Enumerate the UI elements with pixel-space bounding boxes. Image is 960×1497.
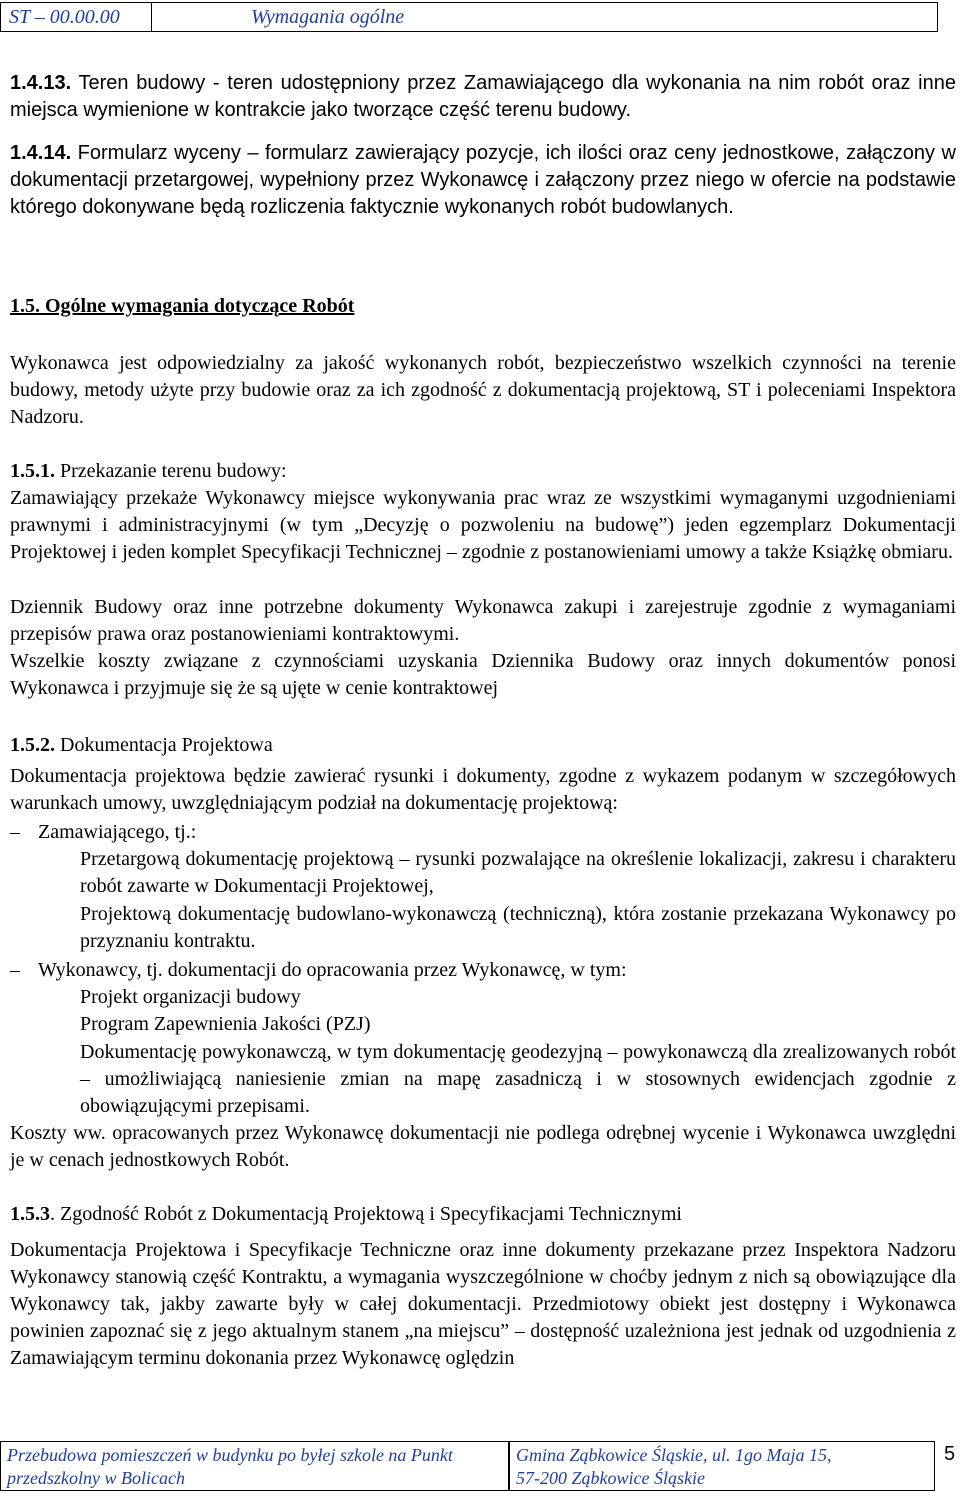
list-dash: – — [10, 959, 20, 981]
definition-1413 — [10, 70, 956, 124]
list-subitem: Projektową dokumentację budowlano-wykonawczą (techniczną), która zostanie przekazana Wykonawcy po przyznaniu kontraktu. — [80, 903, 956, 952]
page-header — [0, 2, 938, 32]
definition-text: Teren budowy - teren udostępniony przez Zamawiającego dla wykonania na nim robót oraz inne miejsca wymienione w kontrakcie jako tworzące część terenu budowy. — [10, 72, 956, 121]
header-title: Wymagania ogólne — [251, 6, 405, 28]
section-153-paragraph: Dokumentacja Projektowa i Specyfikacje Techniczne oraz inne dokumenty przekazane przez Inspektora Nadzoru Wykonawcy stanowią część Kontraktu, a wymagania wyszczególnione w choćby jednym z nich są obowiązujące dla Wykonawcy tak, jakby zawarte były w całej dokumentacji. Przedmiotowy obiekt jest dostępny i Wykonawca powinien zapoznać się z jego aktualnym stanem „na miejscu” – dostępność uzależniona jest jednak od uzgodnienia z Zamawiającym terminu dokonania przez Wykonawcę oględzin — [10, 1239, 956, 1369]
list-subitem: Przetargową dokumentację projektową – rysunki pozwalające na określenie lokalizacji, zakresu i charakteru robót zawarte w Dokumentacji Projektowej, — [80, 848, 956, 897]
section-number: 1.4.14. — [10, 142, 72, 164]
section-title-152: 1.5.2. Dokumentacja Projektowa — [10, 734, 273, 756]
list-dash: – — [10, 821, 20, 843]
footer-address: Gmina Ząbkowice Śląskie, ul. 1go Maja 15, 57-200 Ząbkowice Śląskie — [509, 1441, 935, 1491]
section-151-paragraph-1: Zamawiający przekaże Wykonawcy miejsce wykonywania prac wraz ze wszystkimi wymaganymi uzgodnieniami prawnymi i administracyjnymi (w tym „Decyzję o pozwoleniu na budowę”) jeden egzemplarz Dokumentacji Projektowej i jeden komplet Specyfikacji Technicznej – zgodnie z postanowieniami umowy a także Książkę obmiaru. — [10, 487, 956, 563]
section-title-15: 1.5. Ogólne wymagania dotyczące Robót — [10, 295, 355, 317]
section-number: 1.4.13. — [10, 72, 72, 94]
definition-1414 — [10, 140, 956, 221]
spec-code: ST – 00.00.00 — [9, 6, 120, 28]
definition-text: Formularz wyceny – formularz zawierający pozycje, ich ilości oraz ceny jednostkowe, załączony w dokumentacji przetargowej, wypełniony przez Wykonawcę i załączony przez niego w ofercie na podstawie którego dokonywane będą rozliczenia faktycznie wykonanych robót budowlanych. — [10, 142, 956, 218]
page-footer — [0, 1441, 960, 1493]
page-number: 5 — [944, 1443, 956, 1465]
list-item-wykonawca: Wykonawcy, tj. dokumentacji do opracowania przez Wykonawcę, w tym: — [38, 959, 627, 981]
section-title-153: 1.5.3. Zgodność Robót z Dokumentacją Projektową i Specyfikacjami Technicznymi — [10, 1203, 682, 1225]
section-151-paragraph-2: Dziennik Budowy oraz inne potrzebne dokumenty Wykonawca zakupi i zarejestruje zgodnie z wymaganiami przepisów prawa oraz postanowieniami kontraktowymi. — [10, 596, 956, 645]
footer-project: Przebudowa pomieszczeń w budynku po byłej szkole na Punkt przedszkolny w Bolicach — [0, 1441, 509, 1491]
header-divider — [151, 3, 152, 31]
section-152-paragraph-2: Koszty ww. opracowanych przez Wykonawcę dokumentacji nie podlega odrębnej wycenie i Wykonawca uwzględni je w cenach jednostkowych Robót. — [10, 1122, 956, 1171]
section-151-paragraph-3: Wszelkie koszty związane z czynnościami uzyskania Dziennika Budowy oraz innych dokumentów ponosi Wykonawca i przyjmuje się że są ujęte w cenie kontraktowej — [10, 650, 956, 699]
section-15-paragraph: Wykonawca jest odpowiedzialny za jakość wykonanych robót, bezpieczeństwo wszelkich czynności na terenie budowy, metody użyte przy budowie oraz za ich zgodność z dokumentacją projektową, ST i poleceniami Inspektora Nadzoru. — [10, 352, 956, 428]
list-item-zamawiajacy: Zamawiającego, tj.: — [38, 821, 197, 843]
list-subitem: Program Zapewnienia Jakości (PZJ) — [80, 1013, 371, 1035]
section-title-151: 1.5.1. Przekazanie terenu budowy: — [10, 460, 287, 482]
list-subitem: Dokumentację powykonawczą, w tym dokumentację geodezyjną – powykonawczą dla zrealizowanych robót – umożliwiającą naniesienie zmian na mapę zasadniczą i w stosownych ewidencjach zgodnie z obowiązującymi przepisami. — [80, 1041, 956, 1117]
list-subitem: Projekt organizacji budowy — [80, 986, 301, 1008]
section-152-paragraph-1: Dokumentacja projektowa będzie zawierać rysunki i dokumenty, zgodne z wykazem podanym w szczegółowych warunkach umowy, uwzględniającym podział na dokumentację projektową: — [10, 765, 956, 814]
